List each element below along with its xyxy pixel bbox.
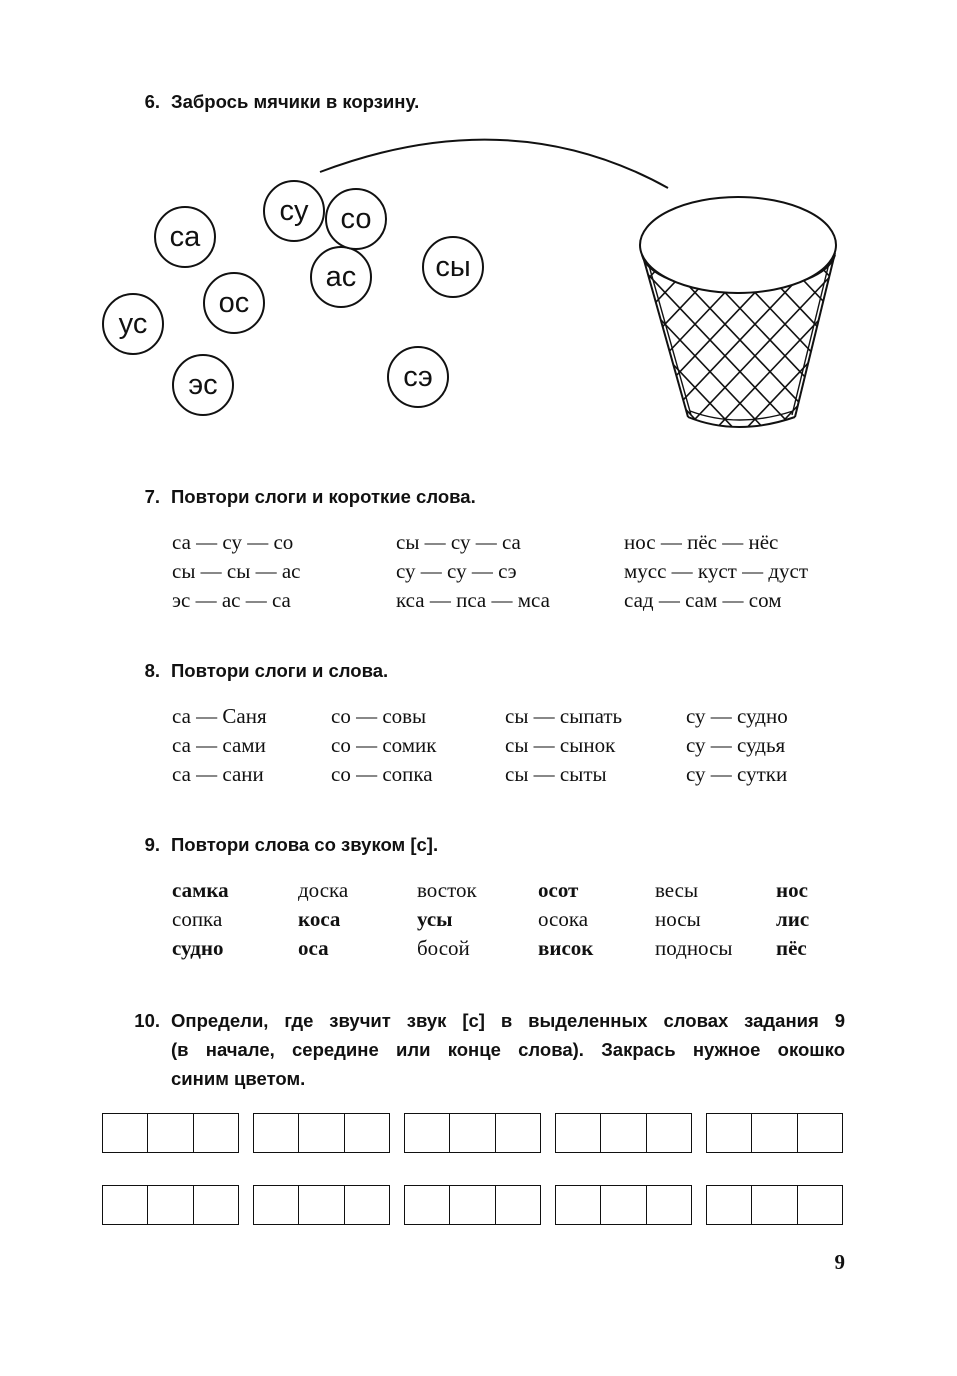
grid-cell: су — сутки <box>686 762 788 786</box>
answer-box-cell[interactable] <box>450 1186 495 1224</box>
grid-cell: су — судно <box>686 704 788 728</box>
task-number: 6. <box>144 91 160 112</box>
answer-box-cell[interactable] <box>798 1186 842 1224</box>
grid-cell: сы — сыты <box>505 762 607 786</box>
task-text <box>171 1006 845 1093</box>
answer-box-cell[interactable] <box>148 1186 193 1224</box>
answer-box-group <box>555 1185 692 1225</box>
answer-box-cell[interactable] <box>556 1186 601 1224</box>
task-text-line: синим цветом. <box>171 1068 306 1089</box>
task-text: Повтори слоги и слова. <box>171 660 389 681</box>
grid-cell: су — су — сэ <box>396 559 517 583</box>
answer-box-cell[interactable] <box>103 1186 148 1224</box>
answer-box-cell[interactable] <box>707 1114 752 1152</box>
answer-box-cell[interactable] <box>450 1114 495 1152</box>
task-text: Повтори слоги и короткие слова. <box>171 486 476 507</box>
grid-cell: самка <box>172 878 229 902</box>
answer-box-cell[interactable] <box>254 1186 299 1224</box>
answer-box-cell[interactable] <box>345 1186 389 1224</box>
grid-cell: сы — сынок <box>505 733 616 757</box>
task-number: 9. <box>144 834 160 855</box>
grid-cell: усы <box>417 907 453 931</box>
answer-box-cell[interactable] <box>299 1186 344 1224</box>
answer-box-group <box>404 1185 541 1225</box>
grid-cell: лис <box>776 907 810 931</box>
answer-box-group <box>706 1185 843 1225</box>
answer-box-cell[interactable] <box>647 1114 691 1152</box>
task-text: Повтори слова со звуком [с]. <box>171 834 439 855</box>
grid-cell: сы — су — са <box>396 530 521 554</box>
grid-cell: босой <box>417 936 470 960</box>
answer-box-cell[interactable] <box>601 1186 646 1224</box>
grid-cell: носы <box>655 907 701 931</box>
answer-box-cell[interactable] <box>496 1186 540 1224</box>
grid-cell: коса <box>298 907 341 931</box>
syllable-ball[interactable]: ос <box>203 272 265 334</box>
answer-box-cell[interactable] <box>752 1186 797 1224</box>
answer-box-cell[interactable] <box>707 1186 752 1224</box>
syllable-ball[interactable]: эс <box>172 354 234 416</box>
grid-cell: са — су — со <box>172 530 294 554</box>
grid-cell: сы — сыпать <box>505 704 623 728</box>
answer-box-cell[interactable] <box>299 1114 344 1152</box>
answer-box-group <box>102 1113 239 1153</box>
syllable-ball[interactable]: сэ <box>387 346 449 408</box>
grid-cell: мусс — куст — дуст <box>624 559 809 583</box>
answer-box-cell[interactable] <box>345 1114 389 1152</box>
grid-cell: со — сопка <box>331 762 433 786</box>
grid-cell: сы — сы — ас <box>172 559 301 583</box>
grid-cell: оса <box>298 936 329 960</box>
grid-cell: подносы <box>655 936 733 960</box>
grid-cell: су — судья <box>686 733 786 757</box>
answer-box-cell[interactable] <box>405 1186 450 1224</box>
answer-box-cell[interactable] <box>194 1114 238 1152</box>
answer-box-cell[interactable] <box>254 1114 299 1152</box>
basket-illustration <box>630 185 845 440</box>
answer-box-cell[interactable] <box>405 1114 450 1152</box>
grid-cell: весы <box>655 878 699 902</box>
grid-cell: са — сами <box>172 733 266 757</box>
grid-cell: восток <box>417 878 477 902</box>
grid-cell: висок <box>538 936 594 960</box>
task-text: Забрось мячики в корзину. <box>171 91 420 112</box>
answer-box-cell[interactable] <box>103 1114 148 1152</box>
task-number: 10. <box>134 1010 160 1031</box>
grid-cell: нос — пёс — нёс <box>624 530 779 554</box>
answer-box-cell[interactable] <box>601 1114 646 1152</box>
syllable-ball[interactable]: су <box>263 180 325 242</box>
task-text-line: (в начале, середине или конце слова). Закрась нужное окошко <box>171 1039 845 1060</box>
syllable-ball[interactable]: са <box>154 206 216 268</box>
grid-cell: судно <box>172 936 224 960</box>
syllable-ball[interactable]: ус <box>102 293 164 355</box>
grid-cell: кса — пса — мса <box>396 588 550 612</box>
answer-box-cell[interactable] <box>148 1114 193 1152</box>
task-number: 7. <box>144 486 160 507</box>
answer-box-group <box>404 1113 541 1153</box>
answer-box-group <box>253 1185 390 1225</box>
grid-cell: са — сани <box>172 762 264 786</box>
page-number: 9 <box>834 1250 845 1274</box>
answer-box-group <box>706 1113 843 1153</box>
grid-cell: са — Саня <box>172 704 267 728</box>
grid-cell: со — совы <box>331 704 427 728</box>
syllable-ball[interactable]: сы <box>422 236 484 298</box>
answer-box-cell[interactable] <box>194 1186 238 1224</box>
grid-cell: со — сомик <box>331 733 437 757</box>
answer-box-cell[interactable] <box>752 1114 797 1152</box>
answer-box-cell[interactable] <box>798 1114 842 1152</box>
answer-box-group <box>102 1185 239 1225</box>
task-number: 8. <box>144 660 160 681</box>
grid-cell: нос <box>776 878 808 902</box>
task-text-line: Определи, где звучит звук [с] в выделенных словах задания 9 <box>171 1010 845 1031</box>
grid-cell: сопка <box>172 907 223 931</box>
grid-cell: осот <box>538 878 579 902</box>
syllable-ball[interactable]: со <box>325 188 387 250</box>
grid-cell: сад — сам — сом <box>624 588 782 612</box>
grid-cell: осока <box>538 907 589 931</box>
syllable-ball[interactable]: ас <box>310 246 372 308</box>
answer-box-group <box>555 1113 692 1153</box>
answer-box-cell[interactable] <box>556 1114 601 1152</box>
grid-cell: эс — ас — са <box>172 588 291 612</box>
answer-box-cell[interactable] <box>647 1186 691 1224</box>
grid-cell: доска <box>298 878 349 902</box>
answer-box-group <box>253 1113 390 1153</box>
answer-box-cell[interactable] <box>496 1114 540 1152</box>
grid-cell: пёс <box>776 936 807 960</box>
